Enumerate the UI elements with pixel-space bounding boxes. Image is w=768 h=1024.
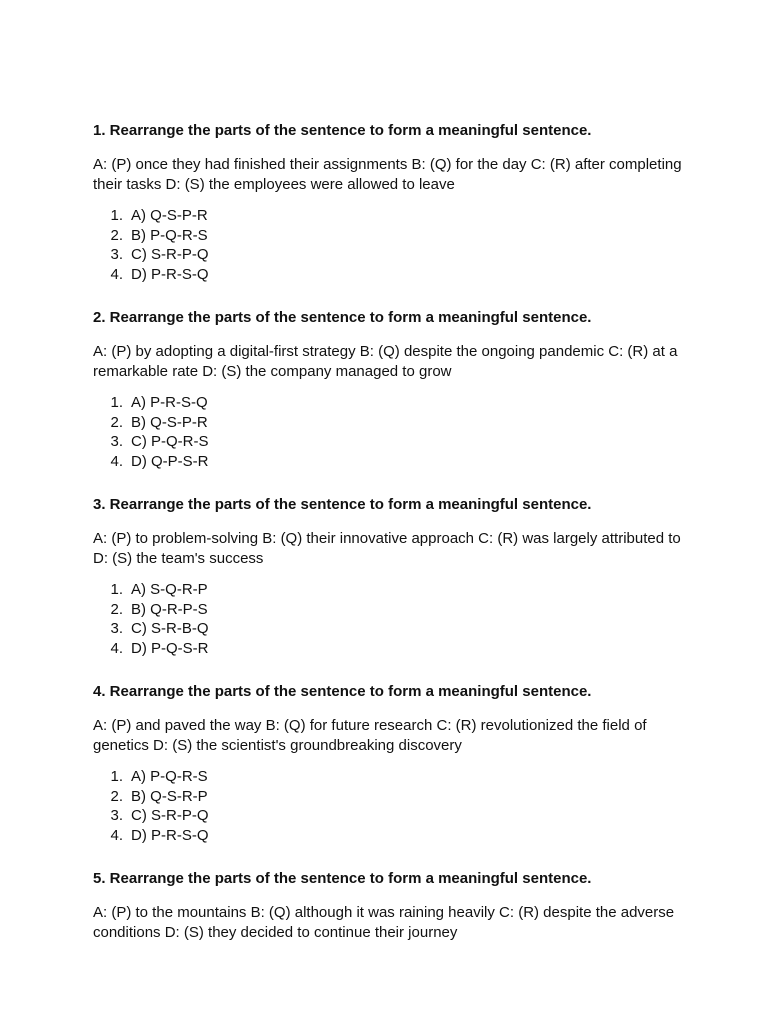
option-label: C) S-R-P-Q [131,807,209,824]
option-number: 1. [110,581,123,598]
option-label: B) Q-R-P-S [131,600,208,618]
option-list [93,393,683,471]
option-number: 4. [110,639,123,657]
option-list [93,206,683,284]
question-title: 4. Rearrange the parts of the sentence to form a meaningful sentence. [93,683,592,700]
option-item [93,806,683,826]
option-label: A) P-Q-R-S [131,768,208,785]
option-item [93,413,683,433]
option-item [93,826,683,846]
option-item [93,265,683,285]
option-item [93,206,683,226]
option-list [93,767,683,845]
option-label: B) Q-S-P-R [131,413,208,431]
option-number: 2. [110,787,123,805]
document-page [93,121,683,966]
option-label: B) Q-S-R-P [131,787,208,805]
option-label: D) P-Q-S-R [131,639,209,657]
question-text: A: (P) and paved the way B: (Q) for future research C: (R) revolutionized the field of genetics D: (S) the scientist's groundbreaking discovery [93,717,647,754]
option-label: C) P-Q-R-S [131,433,209,450]
option-label: A) S-Q-R-P [131,581,208,598]
option-number: 3. [110,620,123,637]
option-number: 4. [110,826,123,844]
option-number: 1. [110,207,123,224]
option-number: 1. [110,394,123,411]
option-number: 2. [110,226,123,244]
question-5 [93,869,683,942]
question-title: 2. Rearrange the parts of the sentence to form a meaningful sentence. [93,309,592,326]
option-item [93,787,683,807]
option-label: B) P-Q-R-S [131,226,208,244]
option-label: A) Q-S-P-R [131,207,208,224]
option-item [93,393,683,413]
option-item [93,452,683,472]
question-2 [93,308,683,471]
option-number: 3. [110,807,123,824]
question-text: A: (P) by adopting a digital-first strategy B: (Q) despite the ongoing pandemic C: (R) at a remarkable rate D: (S) the company managed to grow [93,343,678,380]
question-text: A: (P) once they had finished their assignments B: (Q) for the day C: (R) after completing their tasks D: (S) the employees were allowed to leave [93,156,682,193]
option-label: D) P-R-S-Q [131,826,209,844]
option-item [93,226,683,246]
question-title: 3. Rearrange the parts of the sentence to form a meaningful sentence. [93,496,592,513]
option-label: D) Q-P-S-R [131,452,209,470]
question-text: A: (P) to the mountains B: (Q) although it was raining heavily C: (R) despite the adverse conditions D: (S) they decided to continue their journey [93,904,675,941]
option-item [93,600,683,620]
option-number: 3. [110,433,123,450]
option-item [93,767,683,787]
option-item [93,245,683,265]
question-4 [93,682,683,845]
question-title: 1. Rearrange the parts of the sentence to form a meaningful sentence. [93,122,592,139]
option-number: 1. [110,768,123,785]
question-1 [93,121,683,284]
option-label: D) P-R-S-Q [131,265,209,283]
option-item [93,432,683,452]
option-list [93,580,683,658]
option-label: C) S-R-P-Q [131,246,209,263]
option-number: 3. [110,246,123,263]
option-number: 4. [110,265,123,283]
option-label: C) S-R-B-Q [131,620,209,637]
option-item [93,639,683,659]
option-label: A) P-R-S-Q [131,394,208,411]
option-number: 2. [110,413,123,431]
option-number: 4. [110,452,123,470]
question-text: A: (P) to problem-solving B: (Q) their innovative approach C: (R) was largely attributed to D: (S) the team's success [93,530,681,567]
option-item [93,580,683,600]
option-item [93,619,683,639]
option-number: 2. [110,600,123,618]
question-3 [93,495,683,658]
question-title: 5. Rearrange the parts of the sentence to form a meaningful sentence. [93,870,592,887]
